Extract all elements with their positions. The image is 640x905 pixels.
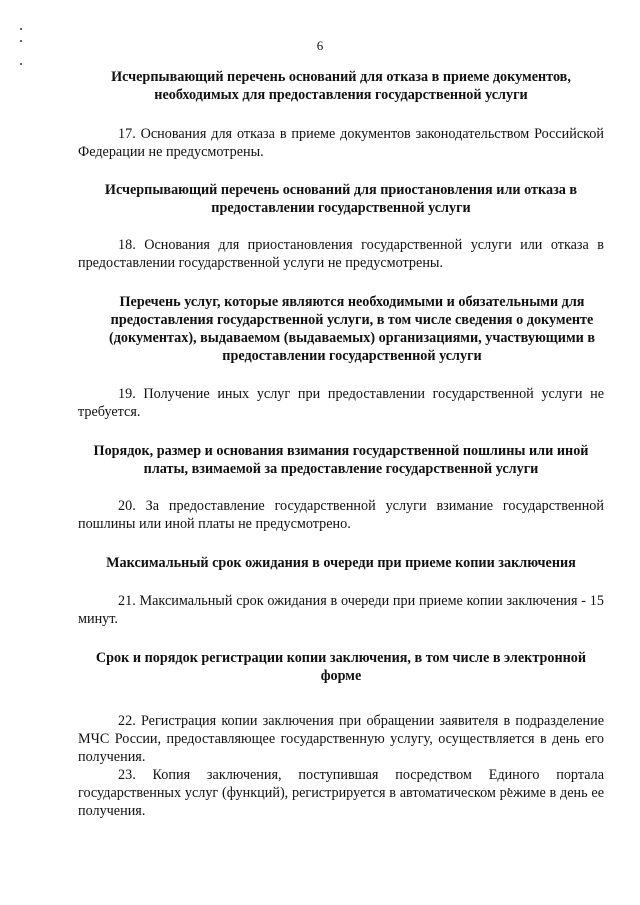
section-heading: Порядок, размер и основания взимания государственной пошлины или иной платы, взимаемой за предоставление государственной услуги bbox=[93, 443, 589, 477]
section-heading: Срок и порядок регистрации копии заключения, в том числе в электронной форме bbox=[95, 650, 587, 684]
section-heading: Перечень услуг, которые являются необходимыми и обязательными для предоставления государственной услуги, в том числе сведения о документе (документах), выдаваемом (выдаваемых) организациями, участвующими в предоставлении государственной услуги bbox=[108, 294, 595, 364]
scan-speck bbox=[20, 28, 22, 30]
page-number: 6 bbox=[316, 38, 324, 53]
paragraph-23: 23. Копия заключения, поступившая посредством Единого портала государственных услуг (функций), регистрируется в автоматическом режиме в день ее получения. bbox=[78, 767, 604, 819]
scan-speck bbox=[20, 63, 22, 65]
document-body bbox=[78, 66, 604, 820]
paragraph-22: 22. Регистрация копии заключения при обращении заявителя в подразделение МЧС России, предоставляющее государственную услугу, осуществляется в день его получения. bbox=[78, 713, 604, 765]
paragraph-17: 17. Основания для отказа в приеме документов законодательством Российской Федерации не предусмотрены. bbox=[78, 126, 604, 160]
paragraph-20: 20. За предоставление государственной услуги взимание государственной пошлины или иной платы не предусмотрено. bbox=[78, 498, 604, 532]
section-heading: Исчерпывающий перечень оснований для приостановления или отказа в предоставлении государственной услуги bbox=[104, 182, 578, 216]
section-heading: Исчерпывающий перечень оснований для отказа в приеме документов, необходимых для предоставления государственной услуги bbox=[111, 69, 571, 103]
paragraph-21: 21. Максимальный срок ожидания в очереди при приеме копии заключения - 15 минут. bbox=[78, 593, 604, 627]
section-heading: Максимальный срок ожидания в очереди при приеме копии заключения bbox=[106, 555, 576, 571]
paragraph-18: 18. Основания для приостановления государственной услуги или отказа в предоставлении государственной услуги не предусмотрены. bbox=[78, 237, 604, 271]
paragraph-19: 19. Получение иных услуг при предоставлении государственной услуги не требуется. bbox=[78, 386, 604, 420]
